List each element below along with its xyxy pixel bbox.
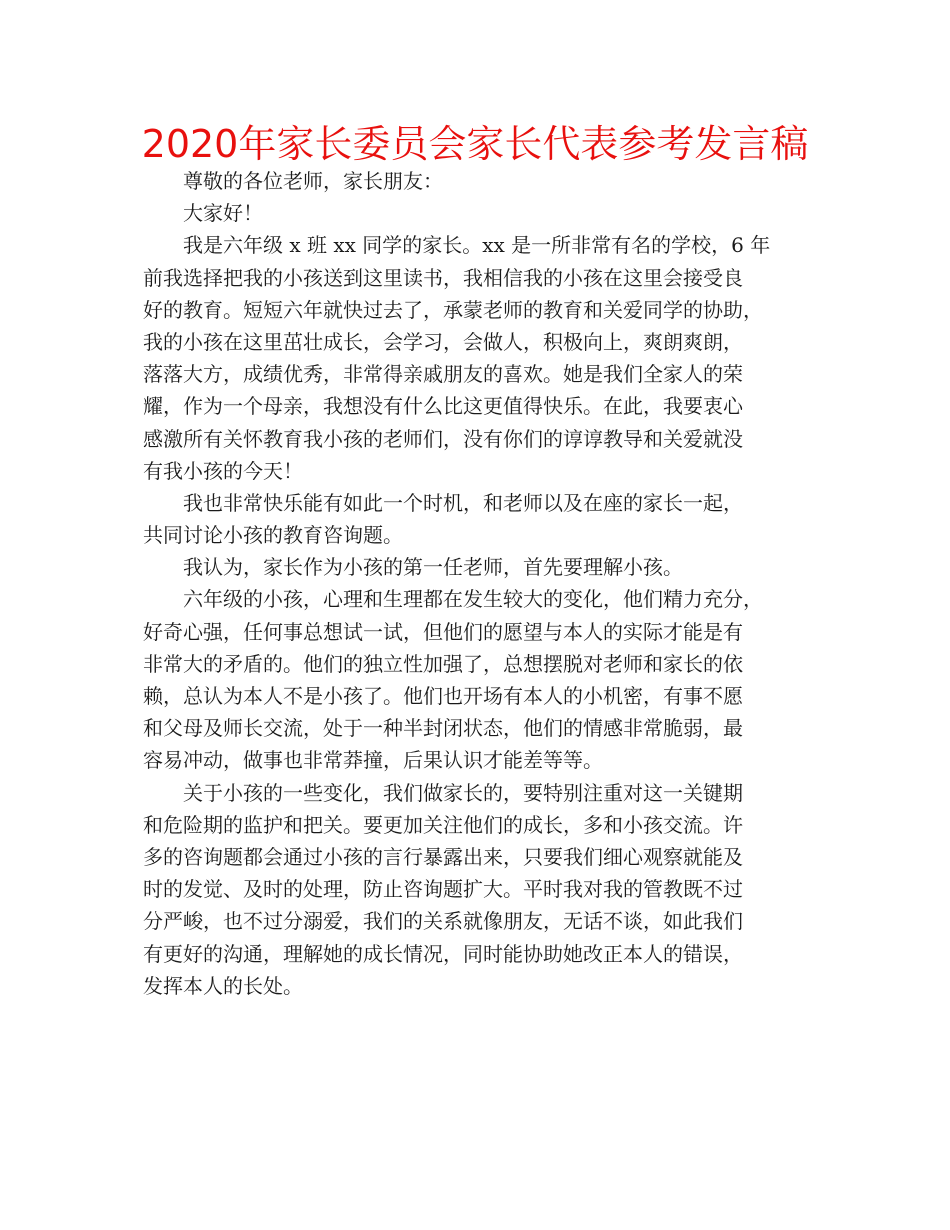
text-line: 前我选择把我的小孩送到这里读书，我相信我的小孩在这里会接受良 <box>143 265 743 290</box>
text-line: 我也非常快乐能有如此一个时机，和老师以及在座的家长一起， <box>183 490 743 515</box>
text-line: 关于小孩的一些变化，我们做家长的，要特别注重对这一关键期 <box>183 780 743 805</box>
text-line: 好奇心强，任何事总想试一试，但他们的愿望与本人的实际才能是有 <box>143 619 743 644</box>
text-line: 分严峻，也不过分溺爱，我们的关系就像朋友，无话不谈，如此我们 <box>143 909 743 934</box>
text-line: 耀，作为一个母亲，我想没有什么比这更值得快乐。在此，我要衷心 <box>143 394 743 419</box>
text-line: 感激所有关怀教育我小孩的老师们，没有你们的谆谆教导和关爱就没 <box>143 426 743 451</box>
text-line: 尊敬的各位老师，家长朋友： <box>183 169 443 193</box>
text-line: 时的发觉、及时的处理，防止咨询题扩大。平时我对我的管教既不过 <box>143 877 743 902</box>
text-line: 和危险期的监护和把关。要更加关注他们的成长，多和小孩交流。许 <box>143 812 743 837</box>
text-line: 我的小孩在这里茁壮成长，会学习，会做人，积极向上，爽朗爽朗， <box>143 329 743 354</box>
text-line: 我认为，家长作为小孩的第一任老师，首先要理解小孩。 <box>183 555 683 580</box>
text-line: 有更好的沟通，理解她的成长情况，同时能协助她改正本人的错误， <box>143 941 743 966</box>
text-line: 发挥本人的长处。 <box>143 973 303 998</box>
text-line: 落落大方，成绩优秀，非常得亲戚朋友的喜欢。她是我们全家人的荣 <box>143 362 743 387</box>
text-line: 多的咨询题都会通过小孩的言行暴露出来，只要我们细心观察就能及 <box>143 844 743 869</box>
text-line: 非常大的矛盾的。他们的独立性加强了，总想摆脱对老师和家长的依 <box>143 651 743 676</box>
text-line: 有我小孩的今天！ <box>143 458 303 483</box>
text-line: 我是六年级 x 班 xx 同学的家长。xx 是一所非常有名的学校，6 年 <box>183 233 771 258</box>
text-line: 和父母及师长交流，处于一种半封闭状态，他们的情感非常脆弱，最 <box>143 716 743 741</box>
document-body <box>143 165 818 1002</box>
text-line: 容易冲动，做事也非常莽撞，后果认识才能差等等。 <box>143 748 603 773</box>
text-line: 好的教育。短短六年就快过去了，承蒙老师的教育和关爱同学的协助， <box>143 297 763 322</box>
text-line: 赖，总认为本人不是小孩了。他们也开场有本人的小机密，有事不愿 <box>143 684 743 708</box>
text-line: 六年级的小孩，心理和生理都在发生较大的变化，他们精力充分， <box>183 587 763 612</box>
text-line: 大家好！ <box>183 201 263 226</box>
text-line: 共同讨论小孩的教育咨询题。 <box>143 523 403 548</box>
document-title: 2020年家长委员会家长代表参考发言稿 <box>141 122 809 166</box>
